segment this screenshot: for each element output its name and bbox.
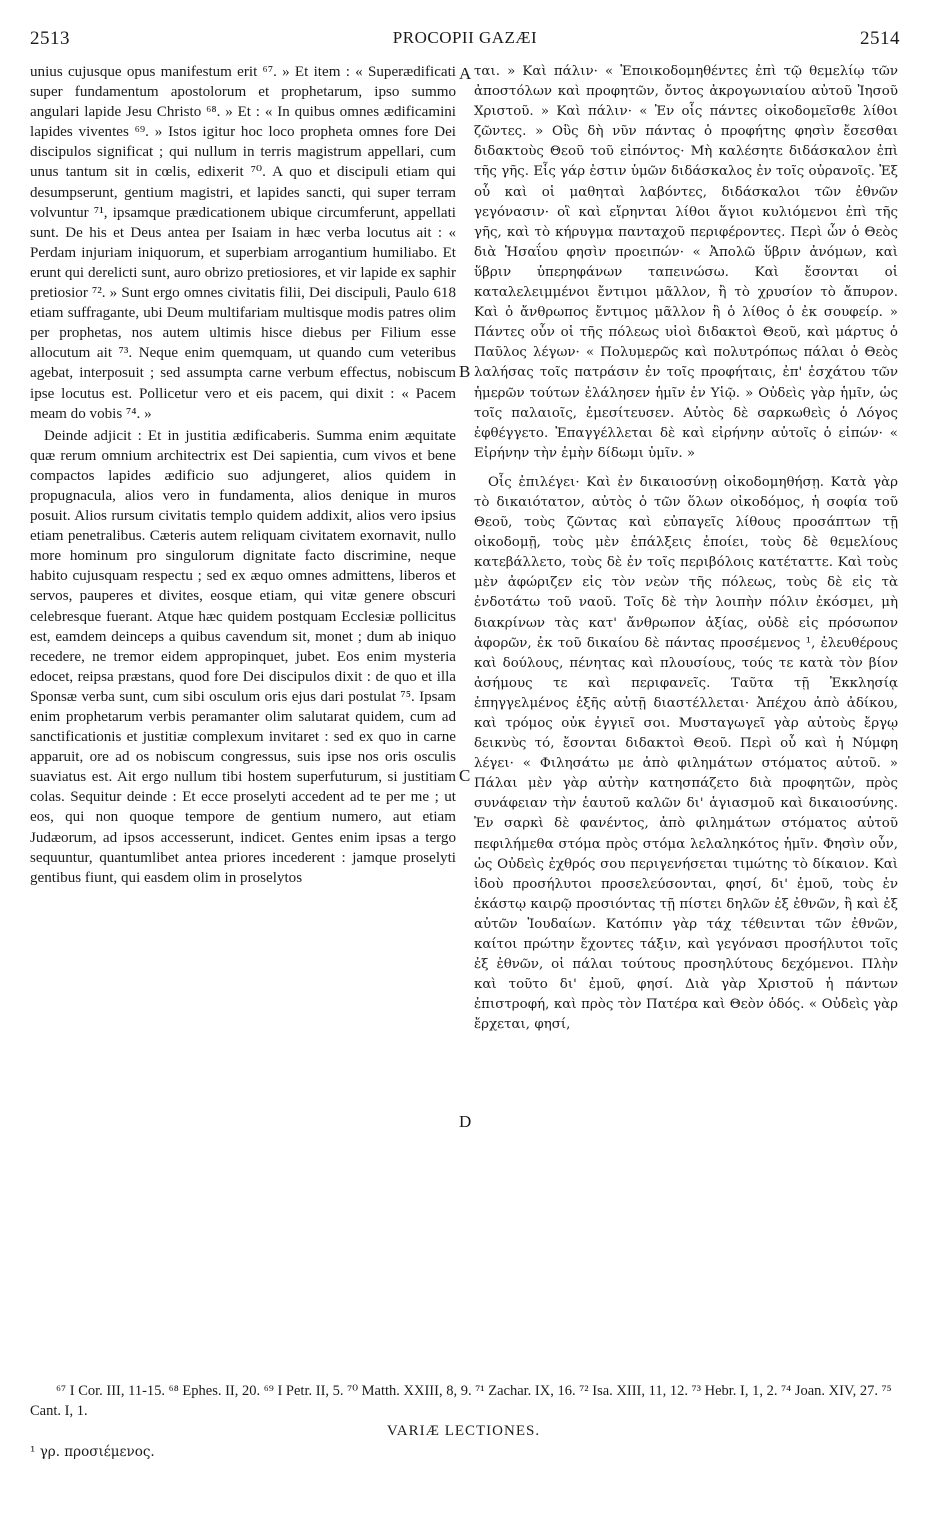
page-number-right: 2514 xyxy=(860,28,900,49)
running-title: PROCOPII GAZÆI xyxy=(392,28,538,47)
latin-paragraph-2: Deinde adjicit : Et in justitia ædificaberis. Summa enim æquitate quæ rerum omnium architectrix est Dei sapientia, cum vivos et bene compactos lapides ædificio suo adjungeret, alios quidem in propugnacula, alios vero in fundamenta, alios denique in muros posuit. Alios rursum civitatis templo quidem addixit, alios vero ipsius etiam penetralibus. Cæteris autem reliquam civitatem exornavit, nullo more hominum pro singulorum dignitate facto discrimine, neque habito cujusquam respectu ; sed ex æquo omnes admittens, liberos et servos, pauperes et divites, eosque etiam, qui vitæ genere obscuri celebresque fuerant. Atque hæc quidem postquam Ecclesiæ pollicitus est, eamdem deinceps a quibus cavendum sit, monet ; dum ab iniquo recedere, ne tremor eidem appropinquet, jubet. Eos enim mysteria edocet, reipsa præstans, quod fore Dei discipulos dixit : de quo et illa Sponsæ verba sunt, cum sibi osculum oris ejus dari postulat ⁷⁵. Ipsam enim prophetarum verbis peramanter olim salutarat quidem, cum ad sanctificationis et justitiæ complexum invitaret : sed ex quo in carne apparuit, ore ad os nobiscum congressus, suis ipse nos oris osculis suaviatus est. Ait ergo nullum tibi hostem superfuturum, si justitiam colas. Sequitur deinde : Et ecce proselyti accedent ad te per me ; ut eos, qui non quoque tempore de gentium numero, aut etiam Judæorum, ad ipsos accesserunt, indicet. Gentes enim ipsas a tergo sequuntur, quantumlibet antea priores incederent : jamque proselyti gentibus fiunt, qui easdem olim in proselytos xyxy=(30,427,456,886)
greek-paragraph-2: Οἷς ἐπιλέγει· Καὶ ἐν δικαιοσύνῃ οἰκοδομηθήσῃ. Κατὰ γὰρ τὸ δικαιότατον, αὐτὸς ὁ τῶν ὅλων οἰκοδόμος, ἡ σοφία τοῦ Θεοῦ, τοὺς ζῶντας καὶ εὐπαγεῖς λίθους προσάπτων τῇ οἰκοδομῇ, τοὺς μὲν ἐπάλξεις ἐποίει, τοὺς δὲ θεμελίους κατεβάλλετο, τοὺς δὲ ἐν τοῖς περιβόλοις κατέταττε. Καὶ τοὺς μὲν ἀφώριζεν εἰς τὸν νεὼν τῆς πόλεως, τοὺς δὲ εἰς τὰ ἐνδοτάτω τοῦ ναοῦ. Τοῖς δὲ τὴν λοιπὴν πόλιν ἐκόσμει, μὴ διακρίνων τὰς κατ' ἄνθρωπον ἀξίας, οὐδὲ εἰς πρόσωπον ἀφορῶν, ἐκ τοῦ δικαίου δὲ πάντας προσέμενος ¹, ἐλευθέρους καὶ δούλους, πένητας καὶ πλουσίους, τούς τε κατὰ τὸν βίον ἀσήμους τε καὶ περιφανεῖς. Ταῦτα τῇ Ἐκκλησίᾳ ἐπηγγελμένος ἑξῆς αὐτῇ διαστέλλεται· Ἀπέχου ἀπὸ ἀδίκου, καὶ τρόμος οὐκ ἐγγιεῖ σοι. Μυσταγωγεῖ γὰρ αὐτοὺς ἔργῳ δεικνὺς τό, ἔσονται διδακτοὶ Θεοῦ. Περὶ οὗ καὶ ἡ Νύμφη λέγει· « Φιλησάτω με ἀπὸ φιλημάτων στόματος αὐτοῦ. » Πάλαι μὲν γὰρ αὐτὴν κατησπάζετο διὰ προφητῶν, πρὸς συνάφειαν τὴν ἑαυτοῦ καλῶν δι' ἁγιασμοῦ καὶ δικαιοσύνης. Ἐν σαρκὶ δὲ φανέντος, ἀπὸ φιλημάτων στόματος αὐτοῦ πεφιλήμεθα στόμα πρὸς στόμα λελαληκότος ἡμῖν. Φησὶν οὖν, ὡς Οὐδεὶς ἐχθρός σου περιγενήσεται τιμώτης τὸ δίκαιον. Καὶ ἰδοὺ προσήλυτοι προσελεύσονται, φησί, δι' ἐμοῦ, τοὺς ἐν ἑκάστῳ καιρῷ προσιόντας τῇ πίστει δηλῶν ἐξ ἐθνῶν, ἢ καὶ ἐξ αὐτῶν Ἰουδαίων. Κατόπιν γὰρ τάχ τέθεινται τῶν ἐθνῶν, καίτοι πρώτην ἔχοντες τάξιν, καὶ γεγόνασι προσήλυτοι τοῖς ἐξ ἐθνῶν, οἱ πάλαι τούτους προσηλύτους δεχόμενοι. Πλὴν καὶ τοῦτο δι' ἐμοῦ, φησί. Διὰ γὰρ Χριστοῦ ἡ πάντων ἐπιστροφή, καὶ πρὸς τὸν Πατέρα καὶ Θεὸν ὁδός. « Οὐδεὶς γὰρ ἔρχεται, φησί, xyxy=(474,474,898,1033)
greek-column xyxy=(474,62,898,1036)
margin-letter-d: D xyxy=(459,1112,472,1131)
page-header xyxy=(30,28,900,58)
variae-lectiones-title: VARIÆ LECTIONES. xyxy=(386,1423,541,1439)
footnote-line: ⁶⁷ I Cor. III, 11-15. ⁶⁸ Ephes. II, 20. ⁶⁹ I Petr. II, 5. ⁷⁰ Matth. XXIII, 8, 9. ⁷¹ Zachar. IX, 16. ⁷² Isa. XIII, 11, 12. ⁷³ Hebr. I, 1, 2. ⁷⁴ Joan. XIV, 27. ⁷⁵ Cant. I, 1. xyxy=(30,1383,892,1419)
margin-letter-c: C xyxy=(459,766,471,785)
latin-paragraph-1: unius cujusque opus manifestum erit ⁶⁷. » Et item : « Superædificati super fundamentum apostolorum et prophetarum, ipso summo angulari lapide Jesu Christo ⁶⁸. » Et : « In quibus omnes ædificamini lapides viventes ⁶⁹. » Istos igitur hoc loco propheta omnes fore Dei discipulos significat ; qui nullum in terris magistrum appellari, cum unus tantum sit in cœlis, edixerit ⁷⁰. A quo et discipuli etiam qui desumpserunt, gentium magistri, et lapides sancti, qui super terram volvuntur ⁷¹, ipsamque prædicationem ubique circumferunt, appellati sunt. De his et Deus antea per Isaiam in hæc verba locutus ait : « Perdam injuriam iniquorum, et superbiam arrogantium humiliabo. Et erunt qui derelicti sunt, auro obrizo pretiosiores, et vir lapide ex saphir pretiosior ⁷². » Sunt ergo omnes civitatis filii, Dei discipuli, Paulo 618 etiam suffragante, ubi Deum multifariam multisque modis patres olim per prophetas, nos autem ultimis hisce diebus per Filium esse allocutum ait ⁷³. Neque enim quemquam, ut quando cum veteribus agebat, interposuit ; sed assumpta carne verbum effectus, nobiscum ipse locutus est. Pollicetur vero et eis pacem, qui dixit : « Pacem meam do vobis ⁷⁴. » xyxy=(30,64,456,422)
scripture-footnotes xyxy=(30,1381,900,1421)
latin-column xyxy=(30,62,456,888)
margin-letter-b: B xyxy=(459,362,471,381)
page-number-left: 2513 xyxy=(30,28,70,49)
variae-lectiones-note: ¹ γρ. προσιέμενος. xyxy=(30,1444,155,1460)
margin-letter-a: A xyxy=(459,64,472,83)
greek-paragraph-1: ται. » Καὶ πάλιν· « Ἐποικοδομηθέντες ἐπὶ τῷ θεμελίῳ τῶν ἀποστόλων καὶ προφητῶν, ὄντος ἀκρογωνιαίου αὐτοῦ Ἰησοῦ Χριστοῦ. » Καὶ πάλιν· « Ἐν οἷς πάντες οἰκοδομεῖσθε λίθοι ζῶντες. » Οὓς δὴ νῦν πάντας ὁ προφήτης φησὶν ἔσεσθαι διδακτοὺς Θεοῦ τοῦ εἰπόντος· Μὴ καλέσητε διδάσκαλον ἐπὶ τῆς γῆς. Εἷς γάρ ἐστιν ὑμῶν διδάσκαλος ἐν τοῖς οὐρανοῖς. Ἐξ οὗ καὶ οἱ μαθηταὶ λαβόντες, διδάσκαλοι τῶν ἐθνῶν γεγόνασιν· οἳ καὶ εἴρηνται λίθοι ἅγιοι κυλιόμενοι ἐπὶ τῆς γῆς, καὶ τὸ κήρυγμα πανταχοῦ περιφέροντες. Περὶ ὧν ὁ Θεὸς διὰ Ἡσαΐου φησὶν προειπών· « Ἀπολῶ ὕβριν ἀνόμων, καὶ ὕβριν ὑπερηφάνων ταπεινώσω. Καὶ ἔσονται οἱ καταλελειμμένοι ἔντιμοι μᾶλλον, ἢ τὸ χρυσίον τὸ ἄπυρον. Καὶ ὁ ἄνθρωπος ἔντιμος μᾶλλον ἢ ὁ λίθος ὁ ἐκ σουφείρ. » Πάντες οὖν οἱ τῆς πόλεως υἱοὶ διδακτοὶ Θεοῦ, καὶ μάρτυς ὁ Παῦλος λέγων· « Πολυμερῶς καὶ πολυτρόπως πάλαι ὁ Θεὸς λαλήσας τοῖς πατράσιν ἐν τοῖς προφήταις, ἐπ' ἐσχάτου τῶν ἡμερῶν τούτων ἐλάλησεν ἡμῖν ἐν Υἱῷ. » Οὐδεὶς γὰρ ἡμῖν, ὡς τοῖς παλαιοῖς, ἐμεσίτευσεν. Αὐτὸς δὲ σαρκωθεὶς ὁ Λόγος ἐφθέγγετο. Ἐπαγγέλλεται δὲ καὶ εἰρήνην αὐτοῖς ὁ εἰπών· « Εἰρήνην τὴν ἐμὴν δίδωμι ὑμῖν. » xyxy=(474,64,898,461)
